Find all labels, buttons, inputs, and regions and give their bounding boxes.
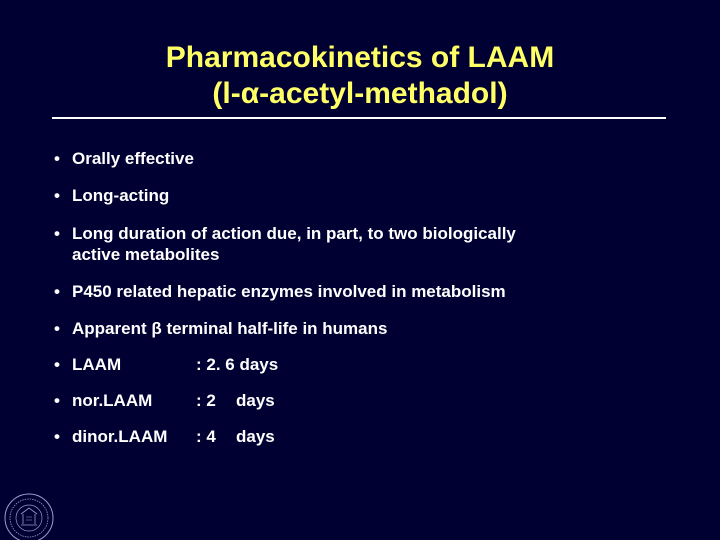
- bullet-text: Long-acting: [72, 186, 170, 205]
- bullet-text: Apparent β terminal half-life in humans: [72, 319, 388, 338]
- half-life-value: : 2: [196, 391, 216, 410]
- bullet-text: dinor.LAAM: [72, 427, 168, 446]
- title-line-2: (l-α-acetyl-methadol): [212, 77, 508, 110]
- bullet-text: Long duration of action due, in part, to two biologically: [72, 224, 516, 243]
- bullet-dot: •: [54, 355, 60, 374]
- title-underline: [52, 117, 666, 119]
- bullet-dot: •: [54, 427, 60, 446]
- bullet-dot: •: [54, 391, 60, 410]
- bullet-dot: •: [54, 319, 60, 338]
- slide-title: [0, 40, 720, 112]
- half-life-unit: days: [236, 391, 275, 410]
- bullet-dot: •: [54, 224, 60, 243]
- bullet-dot: •: [54, 282, 60, 301]
- bullet-dot: •: [54, 149, 60, 168]
- bullet-text: nor.LAAM: [72, 391, 153, 410]
- bullet-text: LAAM: [72, 355, 122, 374]
- bullet-dot: •: [54, 186, 60, 205]
- half-life-value: : 2. 6 days: [196, 355, 279, 374]
- bullet-text-continued: active metabolites: [72, 245, 220, 264]
- bullet-text: Orally effective: [72, 149, 194, 168]
- university-seal-icon: [3, 492, 55, 540]
- half-life-value: : 4: [196, 427, 216, 446]
- half-life-unit: days: [236, 427, 275, 446]
- title-line-1: Pharmacokinetics of LAAM: [165, 41, 555, 74]
- bullet-text: P450 related hepatic enzymes involved in metabolism: [72, 282, 506, 301]
